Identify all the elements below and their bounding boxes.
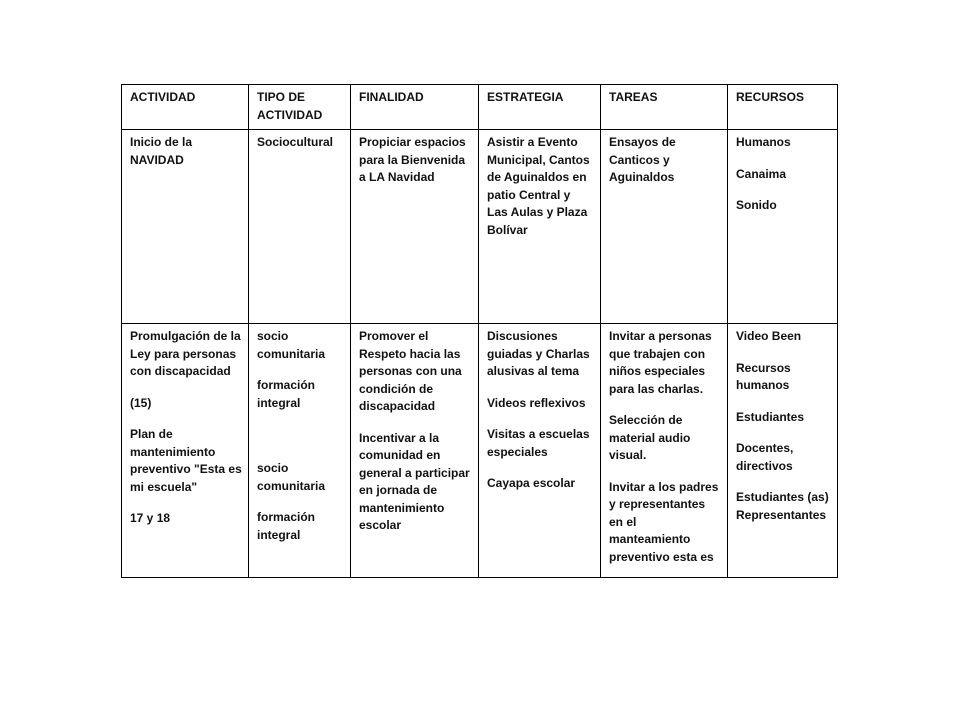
cell-paragraph: Videos reflexivos [487, 395, 586, 410]
cell-estrategia [479, 130, 601, 324]
cell-paragraph: formación integral [257, 510, 316, 542]
cell-paragraph: socio comunitaria [257, 329, 326, 361]
cell-paragraph: socio comunitaria [257, 461, 326, 493]
cell-paragraph: Estudiantes (as) Representantes [736, 490, 829, 522]
table-row [122, 324, 838, 578]
cell-paragraph: Canaima [736, 166, 787, 181]
cell-paragraph: 17 y 18 [130, 511, 171, 525]
header-recursos: RECURSOS [728, 85, 838, 130]
cell-paragraph: Sociocultural [257, 135, 334, 149]
header-tareas: TAREAS [601, 85, 728, 130]
cell-paragraph: Propiciar espacios para la Bienvenida a LA Navidad [359, 135, 466, 184]
cell-paragraph: Ensayos de Canticos y Aguinaldos [609, 135, 676, 184]
cell-tipo [249, 324, 351, 578]
cell-tipo [249, 130, 351, 324]
cell-paragraph: Cayapa escolar [487, 476, 576, 490]
cell-actividad [122, 324, 249, 578]
cell-paragraph: Humanos [736, 135, 791, 149]
activity-plan-table [121, 84, 838, 578]
header-finalidad: FINALIDAD [351, 85, 479, 130]
cell-paragraph: Selección de material audio visual. [609, 413, 691, 462]
cell-tareas [601, 324, 728, 578]
header-actividad: ACTIVIDAD [122, 85, 249, 130]
cell-paragraph: Invitar a los padres y representantes en el manteamiento preventivo esta es [609, 479, 719, 564]
cell-paragraph: Visitas a escuelas especiales [487, 427, 590, 459]
cell-paragraph: Sonido [736, 198, 777, 212]
table-header [122, 85, 838, 130]
cell-finalidad [351, 130, 479, 324]
cell-paragraph: Estudiantes [736, 409, 805, 424]
table-row [122, 130, 838, 324]
cell-paragraph: Incentivar a la comunidad en general a participar en jornada de mantenimiento escolar [359, 430, 470, 532]
header-row [122, 85, 838, 130]
cell-paragraph: Plan de mantenimiento preventivo "Esta es mi escuela" [130, 427, 242, 494]
header-estrategia: ESTRATEGIA [479, 85, 601, 130]
cell-finalidad [351, 324, 479, 578]
cell-paragraph: Recursos humanos [736, 360, 791, 392]
cell-recursos [728, 130, 838, 324]
cell-actividad [122, 130, 249, 324]
cell-paragraph: (15) [130, 395, 152, 410]
cell-estrategia [479, 324, 601, 578]
cell-paragraph: formación integral [257, 378, 316, 410]
cell-recursos [728, 324, 838, 578]
cell-paragraph: Discusiones guiadas y Charlas alusivas al tema [487, 329, 590, 378]
cell-tareas [601, 130, 728, 324]
cell-paragraph: Asistir a Evento Municipal, Cantos de Aguinaldos en patio Central y Las Aulas y Plaza Bolívar [487, 135, 590, 237]
header-tipo-de-actividad: TIPO DE ACTIVIDAD [249, 85, 351, 130]
cell-paragraph: Video Been [736, 329, 802, 343]
cell-paragraph: Promulgación de la Ley para personas con discapacidad [130, 329, 241, 378]
cell-paragraph: Docentes, directivos [736, 441, 794, 473]
cell-paragraph: Inicio de la NAVIDAD [130, 135, 193, 167]
cell-paragraph: Promover el Respeto hacia las personas con una condición de discapacidad [359, 329, 462, 413]
cell-paragraph: Invitar a personas que trabajen con niños especiales para las charlas. [609, 329, 712, 396]
